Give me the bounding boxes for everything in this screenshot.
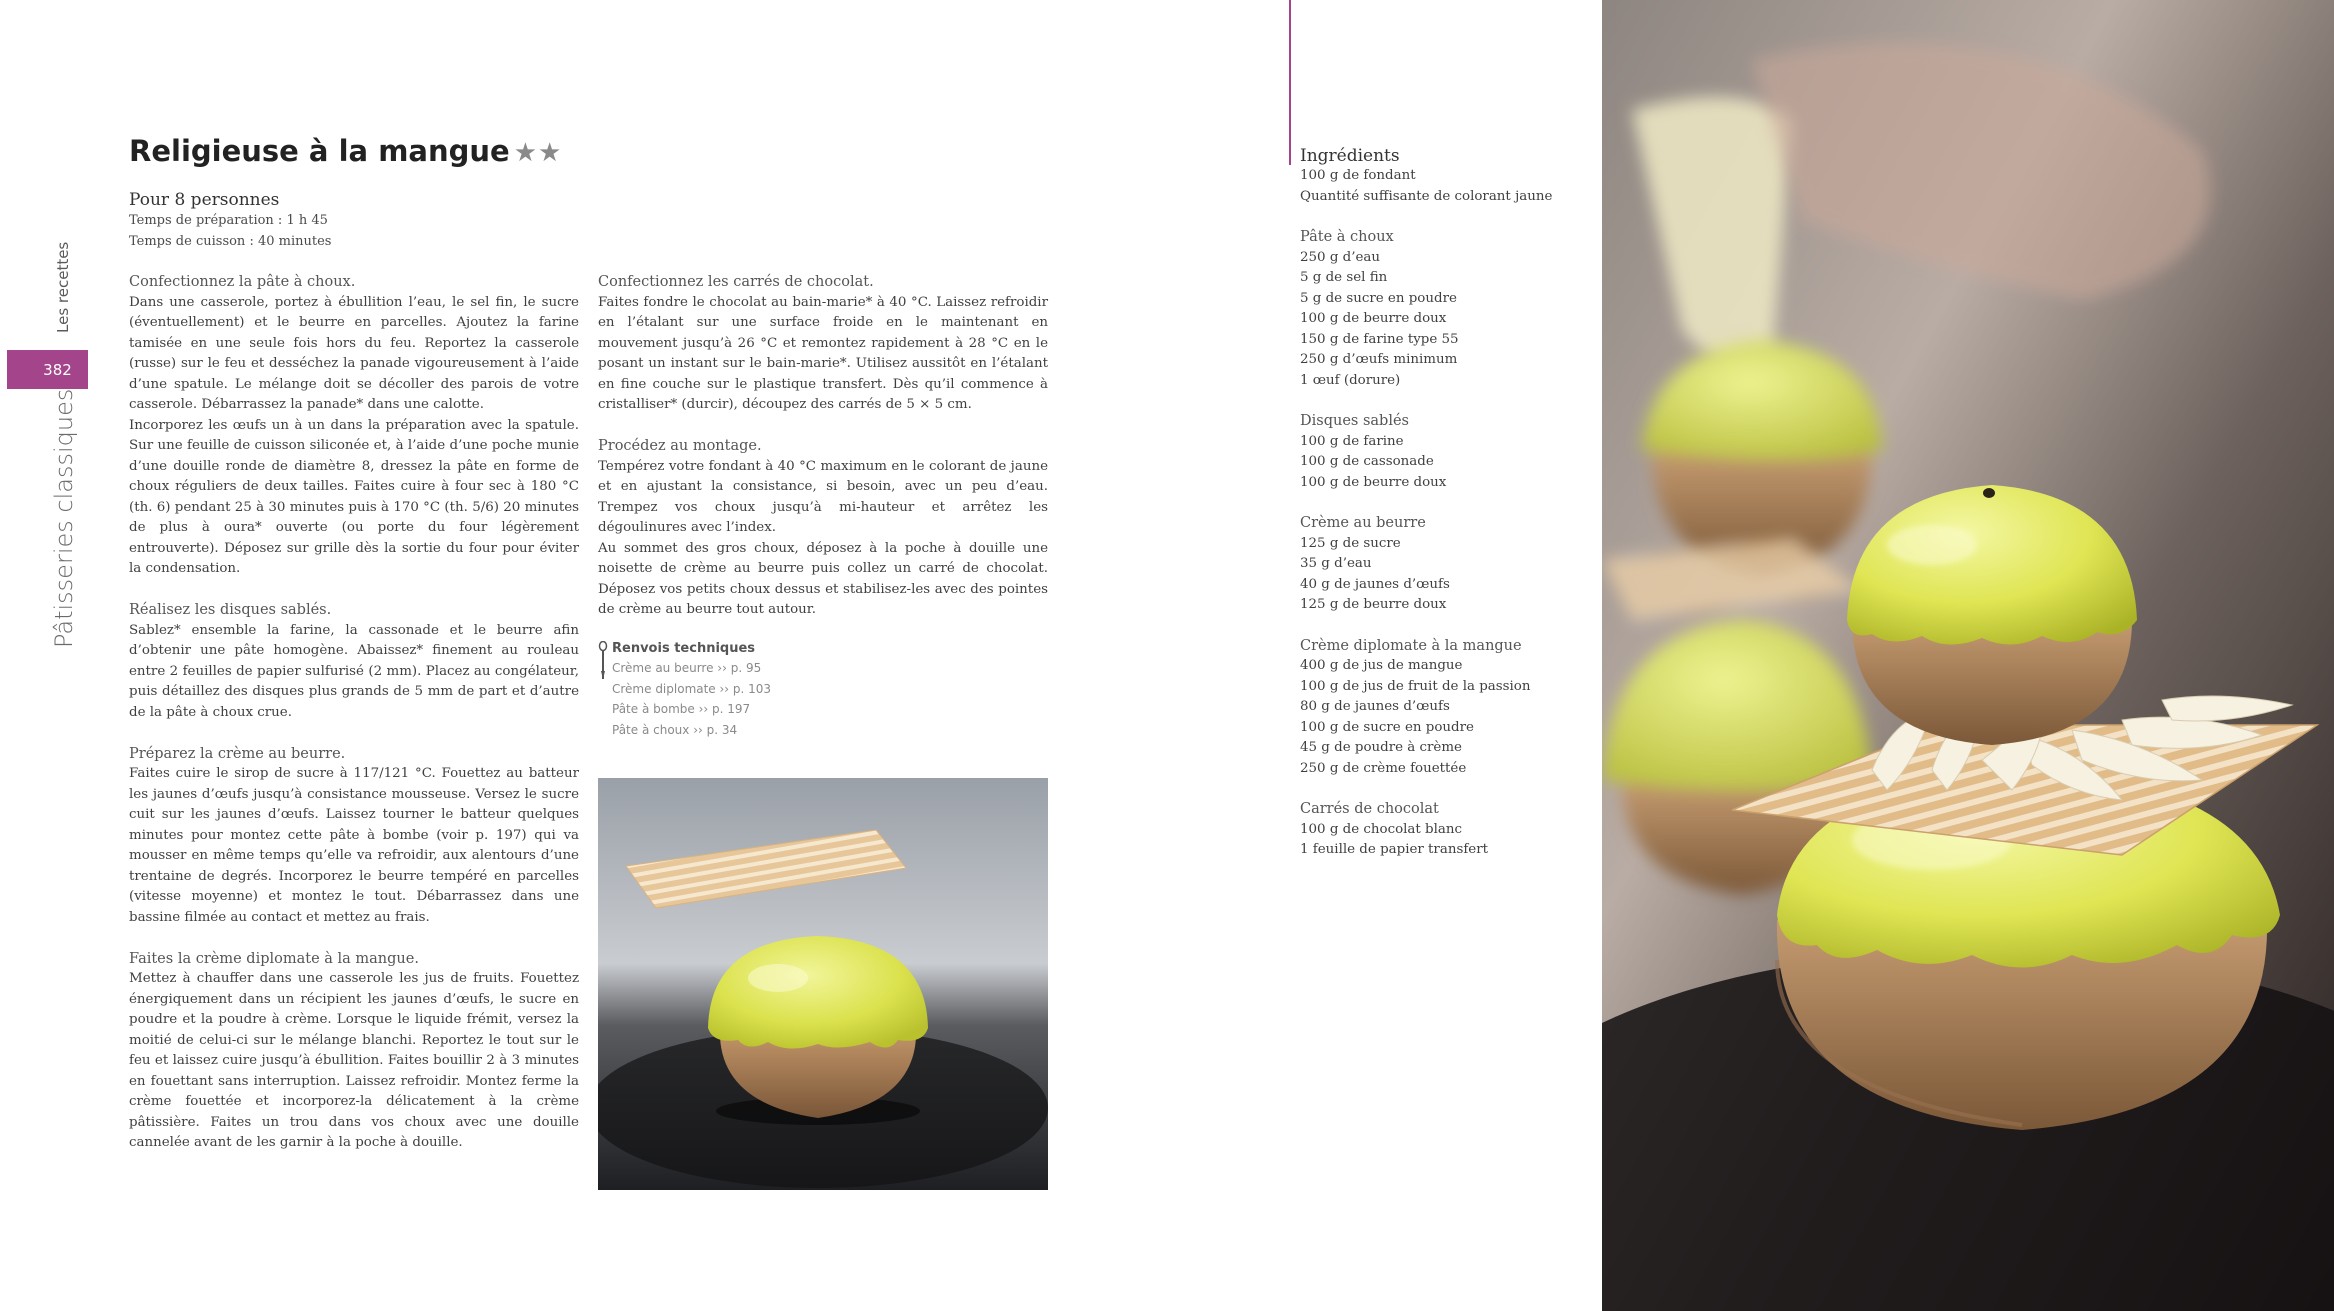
ingredient-group-creme-au-beurre xyxy=(1300,513,1600,616)
ingredient-item: 100 g de fondant xyxy=(1300,168,1416,183)
choux-photo-small xyxy=(598,778,1048,1190)
ingredient-item: 100 g de farine xyxy=(1300,433,1404,449)
technical-references-title: Renvois techniques xyxy=(612,641,756,656)
ingredient-item: 1 œuf (dorure) xyxy=(1300,372,1401,388)
step-text: Incorporez les œufs un à un dans la préparation avec la spatule. Sur une feuille de cuisson siliconée et, à l’aide d’une poche munie d’une douille ronde de diamètre 8, dressez la pâte en forme de choux réguliers de deux tailles. Faites cuire à four sec à 180 °C (th. 6) pendant 25 à 30 minutes puis à 170 °C (th. 5/6) 20 minutes de plus à oura* ouverte (ou porte du four légèrement entrouverte). Déposez sur grille dès la sortie du four pour éviter la condensation. xyxy=(129,417,579,576)
step-montage xyxy=(598,436,1048,621)
ingredient-item: 5 g de sel fin xyxy=(1300,270,1388,285)
ingredient-item: 150 g de farine type 55 xyxy=(1300,331,1459,347)
step-creme-au-beurre xyxy=(129,744,579,929)
ingredient-item: 35 g d’eau xyxy=(1300,556,1372,571)
section-label: Les recettes xyxy=(54,241,72,333)
step-title: Procédez au montage. xyxy=(598,438,762,454)
step-text: Sablez* ensemble la farine, la cassonade et le beurre afin d’obtenir une pâte homogène. Abaissez* finement au rouleau entre 2 feuilles de papier sulfurisé (2 mm). Placez au congélateur, puis détaillez des disques plus grands de 5 mm de part et d’autre de la pâte à choux crue. xyxy=(129,622,579,720)
ingredient-group-title: Pâte à choux xyxy=(1300,229,1394,245)
step-text: Au sommet des gros choux, déposez à la poche à douille une noisette de crème au beurre puis collez un carré de chocolat. Déposez vos petits choux dessus et stabilisez-les avec des pointes de crème au beurre tout autour. xyxy=(598,540,1048,617)
page-number-tab: 382 xyxy=(7,350,88,389)
ingredients-rule xyxy=(1289,0,1291,165)
ingredient-group-carres-chocolat xyxy=(1300,799,1600,861)
ingredient-item: 100 g de chocolat blanc xyxy=(1300,821,1463,837)
ingredient-group-title: Carrés de chocolat xyxy=(1300,801,1439,817)
prep-time: Temps de préparation : 1 h 45 xyxy=(129,213,328,228)
ingredient-item: 40 g de jaunes d’œufs xyxy=(1300,576,1450,592)
ingredient-group-disques-sables xyxy=(1300,411,1600,493)
recipe-title-text: Religieuse à la mangue xyxy=(129,134,510,168)
steps-column-middle xyxy=(598,272,1048,641)
ingredient-item: 250 g d’eau xyxy=(1300,249,1381,265)
ingredients-list xyxy=(1300,146,1600,881)
ingredient-item: 1 feuille de papier transfert xyxy=(1300,842,1488,857)
step-pate-a-choux xyxy=(129,272,579,580)
ingredient-item: 100 g de jus de fruit de la passion xyxy=(1300,678,1531,694)
step-text: Mettez à chauffer dans une casserole les jus de fruits. Fouettez énergiquement dans un récipient les jaunes d’œufs, le sucre en poudre et la poudre à crème. Lorsque le liquide frémit, versez la moitié de celui-ci sur le mélange blanchi. Reportez le tout sur le feu et laissez cuire jusqu’à ébullition. Faites bouillir 2 à 3 minutes en fouettant sans interruption. Laissez refroidir. Montez ferme la crème fouettée et incorporez-la délicatement à la crème pâtissière. Faites un trou dans vos choux avec une douille cannelée avant de les garnir à la poche à douille. xyxy=(129,971,579,1150)
ingredients-title: Ingrédients xyxy=(1300,146,1400,166)
ingredient-item: 100 g de beurre doux xyxy=(1300,311,1447,326)
ingredient-group-title: Crème au beurre xyxy=(1300,515,1426,531)
ingredient-item: 250 g de crème fouettée xyxy=(1300,760,1467,776)
step-title: Confectionnez les carrés de chocolat. xyxy=(598,274,874,290)
step-text: Faites fondre le chocolat au bain-marie* à 40 °C. Laissez refroidir en l’étalant sur une surface froide en le maintenant en mouvement jusqu’à 26 °C et remontez rapidement à 28 °C en le posant un instant sur le bain-marie*. Utilisez aussitôt en l’étalant en fine couche sur le plastique transfert. Dès qu’il commence à cristalliser* (durcir), découpez des carrés de 5 × 5 cm. xyxy=(598,294,1048,412)
ingredient-group-creme-diplomate xyxy=(1300,636,1600,780)
reference-link[interactable]: Crème au beurre ›› p. 95 xyxy=(612,661,762,675)
cook-time: Temps de cuisson : 40 minutes xyxy=(129,234,332,249)
ingredient-item: Quantité suffisante de colorant jaune xyxy=(1300,188,1553,204)
technical-references-list xyxy=(612,658,1038,740)
ingredient-group-pate-a-choux xyxy=(1300,227,1600,391)
step-title: Préparez la crème au beurre. xyxy=(129,745,346,762)
step-creme-diplomate xyxy=(129,949,579,1154)
step-text: Tempérez votre fondant à 40 °C maximum en le colorant de jaune et en ajustant la consistance, si besoin, avec un peu d’eau. Trempez vos choux jusqu’à mi-hauteur et arrêtez les dégoulinures avec l’index. xyxy=(598,458,1048,535)
ingredient-item: 125 g de beurre doux xyxy=(1300,597,1447,612)
reference-link[interactable]: Pâte à choux ›› p. 34 xyxy=(612,722,738,737)
ingredient-item: 80 g de jaunes d’œufs xyxy=(1300,699,1450,714)
difficulty-stars: ★★ xyxy=(513,138,563,168)
step-title: Confectionnez la pâte à choux. xyxy=(129,274,356,290)
step-carres-chocolat xyxy=(598,272,1048,416)
reference-link[interactable]: Crème diplomate ›› p. 103 xyxy=(612,681,772,696)
choux-illustration-small xyxy=(598,778,1048,1190)
ingredient-item: 250 g d’œufs minimum xyxy=(1300,352,1458,367)
ingredient-item: 125 g de sucre xyxy=(1300,535,1401,551)
step-text: Faites cuire le sirop de sucre à 117/121 °C. Fouettez au batteur les jaunes d’œufs jusqu’à consistance mousseuse. Versez le sucre cuit sur les jaunes d’œufs. Laissez tourner le batteur quelques minutes pour montez cette pâte à bombe (voir p. 197) qui va mousser en même temps qu’elle va refroidir, aux alentours d’une trentaine de degrés. Incorporez le beurre tempéré en parcelles (vitesse moyenne) et montez le tout. Débarrassez dans une bassine filmée au contact et mettez au frais. xyxy=(129,766,579,925)
recipe-title xyxy=(129,134,562,168)
step-disques-sables xyxy=(129,600,579,723)
pastry-bag-icon xyxy=(598,641,608,681)
ingredient-item: 45 g de poudre à crème xyxy=(1300,740,1462,755)
ingredient-item: 5 g de sucre en poudre xyxy=(1300,290,1457,306)
ingredient-item: 400 g de jus de mangue xyxy=(1300,658,1463,673)
religieuse-photo-large xyxy=(1602,0,2334,1311)
serves-label: Pour 8 personnes xyxy=(129,190,280,210)
technical-references xyxy=(598,641,1038,740)
step-title: Réalisez les disques sablés. xyxy=(129,602,332,618)
steps-column-left xyxy=(129,272,579,1174)
ingredient-group-base xyxy=(1300,166,1600,207)
ingredient-group-title: Crème diplomate à la mangue xyxy=(1300,637,1522,654)
ingredient-item: 100 g de cassonade xyxy=(1300,454,1434,469)
ingredient-item: 100 g de sucre en poudre xyxy=(1300,719,1474,735)
step-text: Dans une casserole, portez à ébullition l’eau, le sel fin, le sucre (éventuellement) et le beurre en parcelles. Ajoutez la farine tamisée en une seule fois hors du feu. Reportez la casserole (russe) sur le feu et desséchez la panade vigoureusement à l’aide d’une spatule. Le mélange doit se décoller des parois de votre casserole. Débarrassez la panade* dans une calotte. xyxy=(129,294,579,412)
step-title: Faites la crème diplomate à la mangue. xyxy=(129,950,419,967)
religieuse-illustration-large xyxy=(1602,0,2334,1311)
ingredient-item: 100 g de beurre doux xyxy=(1300,474,1447,490)
reference-link[interactable]: Pâte à bombe ›› p. 197 xyxy=(612,702,751,716)
chapter-label: Pâtisseries classiques xyxy=(50,388,78,648)
ingredient-group-title: Disques sablés xyxy=(1300,413,1409,429)
